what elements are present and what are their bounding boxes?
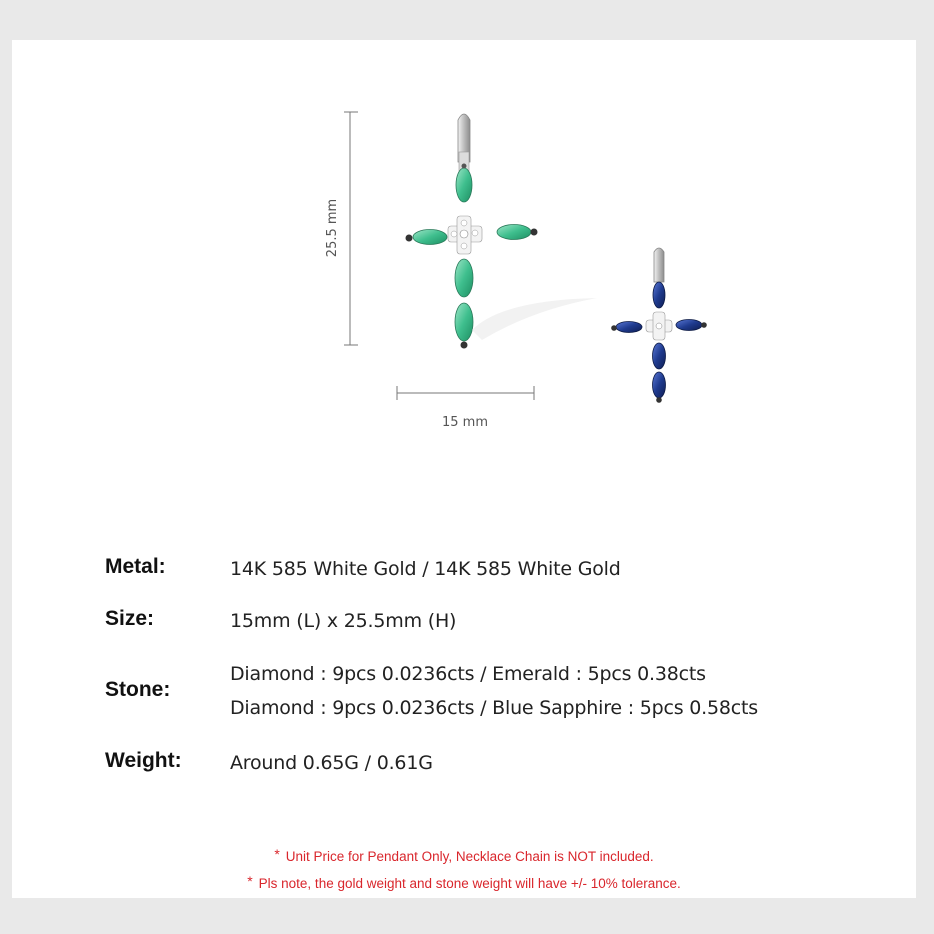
- metal-label: Metal:: [105, 555, 166, 578]
- weight-label: Weight:: [105, 749, 182, 772]
- asterisk: *: [247, 873, 253, 889]
- height-label: 25.5 mm: [325, 198, 340, 258]
- weight-value: Around 0.65G / 0.61G: [230, 752, 433, 774]
- stone-value-line1: Diamond : 9pcs 0.0236cts / Emerald : 5pcs 0.38cts: [230, 663, 706, 685]
- product-info-card: [12, 40, 916, 898]
- pendant-diagram: [12, 40, 916, 520]
- emerald-cross-pendant: [406, 114, 598, 349]
- width-label: 15 mm: [441, 415, 489, 430]
- asterisk: *: [274, 846, 280, 862]
- note-tolerance: [12, 873, 916, 891]
- stone-value-line2: Diamond : 9pcs 0.0236cts / Blue Sapphire : 5pcs 0.58cts: [230, 697, 758, 719]
- size-label: Size:: [105, 607, 155, 630]
- height-dimension-line: [344, 112, 358, 345]
- note-text-1: Unit Price for Pendant Only, Necklace Chain is NOT included.: [285, 849, 654, 864]
- note-text-2: Pls note, the gold weight and stone weight will have +/- 10% tolerance.: [258, 876, 681, 891]
- sapphire-cross-pendant: [611, 248, 707, 403]
- note-chain-excluded: [12, 846, 916, 864]
- metal-value: 14K 585 White Gold / 14K 585 White Gold: [230, 558, 621, 580]
- width-dimension-line: [397, 386, 534, 400]
- size-value: 15mm (L) x 25.5mm (H): [230, 610, 457, 632]
- stone-label: Stone:: [105, 678, 171, 701]
